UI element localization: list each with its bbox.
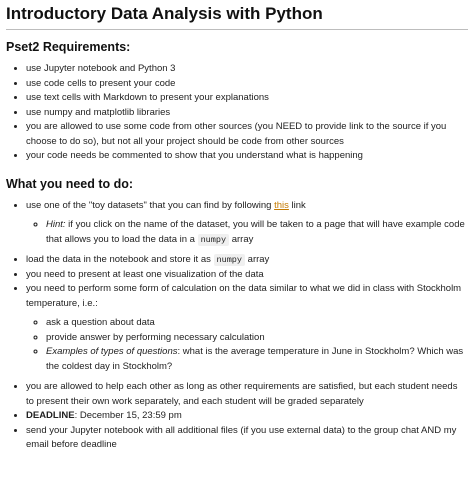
requirements-section: [6, 39, 468, 164]
title-divider: [6, 29, 468, 30]
item-text: use one of the "toy datasets" that you can find by following: [26, 199, 275, 211]
hint-text: if you click on the name of the dataset, you will be taken to a page that will have example code that allows you to load the data in a: [46, 219, 465, 245]
item-text: link: [288, 199, 306, 211]
deadline-label: DEADLINE: [26, 410, 75, 421]
list-item: • send your Jupyter notebook with all additional files (if you use external data) to the group chat AND my email before deadline: [26, 424, 468, 453]
list-item: • use Jupyter notebook and Python 3: [26, 62, 468, 77]
item-text: you need to perform some form of calculation on the data similar to what we did in class with Stockholm temperature, i.e.:: [26, 283, 462, 309]
list-item: • use code cells to present your code: [26, 77, 468, 92]
list-item: [26, 199, 468, 248]
list-item: [26, 253, 468, 268]
datasets-link[interactable]: this: [274, 199, 289, 211]
code-snippet: numpy: [198, 234, 230, 246]
list-item: [26, 409, 468, 424]
list-item: • use text cells with Markdown to present your explanations: [26, 91, 468, 106]
todo-heading: What you need to do:: [6, 176, 134, 191]
examples-label: Examples of types of questions: [46, 346, 178, 357]
list-item: • you need to present at least one visualization of the data: [26, 268, 468, 283]
list-item: • your code needs be commented to show that you understand what is happening: [26, 149, 468, 164]
sub-list-item: ◦ ask a question about data: [46, 316, 468, 331]
sub-list-item: [46, 345, 468, 374]
item-text: : what is the average temperature in June in Stockholm? Which was the coldest day in Stockholm?: [46, 346, 464, 372]
hint-label: Hint:: [46, 219, 66, 230]
list-item: • use numpy and matplotlib libraries: [26, 106, 468, 121]
requirements-heading: Pset2 Requirements:: [6, 40, 131, 54]
page-title: Introductory Data Analysis with Python: [6, 4, 323, 23]
todo-list: [6, 199, 468, 453]
sub-list-item: ◦ provide answer by performing necessary calculation: [46, 331, 468, 346]
sub-list: [26, 218, 468, 247]
code-snippet: numpy: [214, 254, 246, 266]
list-item: [26, 282, 468, 374]
item-text: load the data in the notebook and store it as: [26, 254, 214, 265]
sub-list: [26, 316, 468, 374]
list-item: • you are allowed to use some code from other sources (you NEED to provide link to the source if you choose to do so), but not all your project should be code from other sources: [26, 120, 468, 149]
hint-item: [46, 218, 468, 247]
item-text: array: [245, 254, 270, 265]
todo-section: [6, 176, 468, 453]
deadline-text: : December 15, 23:59 pm: [74, 410, 182, 421]
list-item: • you are allowed to help each other as long as other requirements are satisfied, but each student needs to present their own work separately, and each student will be graded separately: [26, 380, 468, 409]
hint-text: array: [229, 233, 254, 245]
requirements-list: [6, 62, 468, 164]
